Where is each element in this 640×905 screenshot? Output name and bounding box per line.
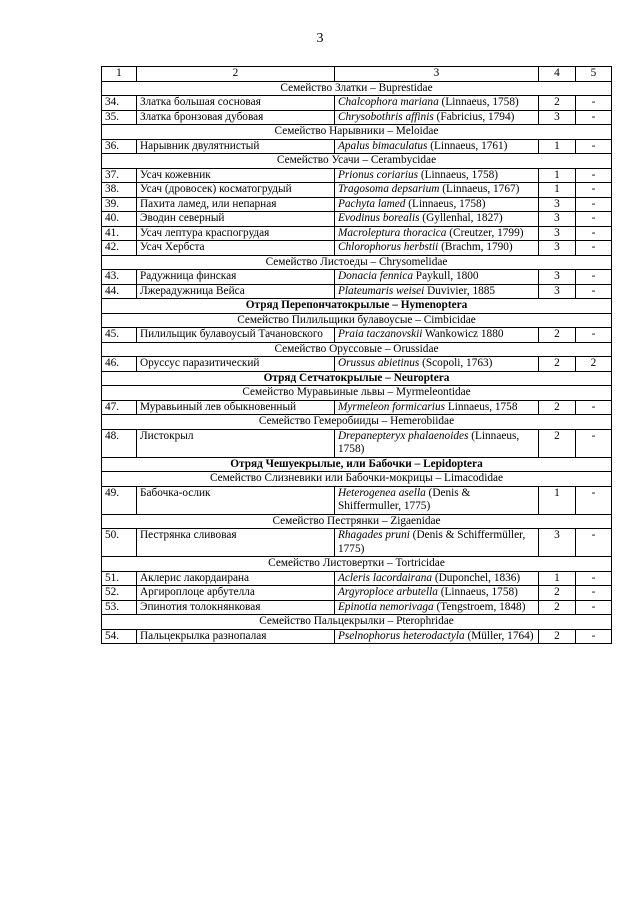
family-row xyxy=(102,154,612,169)
row-number: 39. xyxy=(102,197,137,212)
column-5-value: 2 xyxy=(576,357,612,372)
order-heading: Отряд Сетчатокрылые – Neuroptera xyxy=(102,371,612,386)
row-number: 37. xyxy=(102,168,137,183)
family-heading: Семейство Листоеды – Chrysomelidae xyxy=(102,255,612,270)
column-header: 4 xyxy=(539,67,576,82)
scientific-name: Acleris lacordairana xyxy=(338,571,433,584)
taxon-author: Paykull, 1800 xyxy=(412,270,479,282)
scientific-name: Pachyta lamed xyxy=(338,197,406,210)
status-category: 1 xyxy=(539,168,576,183)
taxon-author: (Brachm, 1790) xyxy=(438,241,513,253)
family-row xyxy=(102,514,612,529)
status-category: 3 xyxy=(539,284,576,299)
row-number: 35. xyxy=(102,110,137,125)
common-name: Эводин северный xyxy=(137,212,335,227)
common-name: Оруссус паразитический xyxy=(137,357,335,372)
row-number: 41. xyxy=(102,226,137,241)
family-heading: Семейство Нарывники – Meloidae xyxy=(102,125,612,140)
status-category: 1 xyxy=(539,486,576,514)
column-5-value: - xyxy=(576,629,612,644)
column-5-value: - xyxy=(576,400,612,415)
order-row xyxy=(102,299,612,314)
scientific-name: Rhagades pruni xyxy=(338,529,410,541)
scientific-name-cell xyxy=(335,168,539,183)
common-name: Листокрыл xyxy=(137,429,335,457)
family-row xyxy=(102,557,612,572)
family-row xyxy=(102,125,612,140)
taxon-author: (Creutzer, 1799) xyxy=(446,226,524,239)
column-5-value: - xyxy=(576,139,612,154)
common-name: Радужница финская xyxy=(137,270,335,285)
status-category: 2 xyxy=(539,357,576,372)
common-name: Пахита ламед, или непарная xyxy=(137,197,335,212)
scientific-name-cell xyxy=(335,400,539,415)
taxon-author: (Tengstroem, 1848) xyxy=(433,600,526,613)
common-name: Муравьиный лев обыкновенный xyxy=(137,400,335,415)
family-heading: Семейство Оруссовые – Orussidae xyxy=(102,342,612,357)
scientific-name: Tragosoma depsarium xyxy=(338,183,440,195)
scientific-name-cell xyxy=(335,328,539,343)
scientific-name: Macroleptura thoracica xyxy=(338,226,447,239)
row-number: 34. xyxy=(102,96,137,111)
column-5-value: - xyxy=(576,600,612,615)
family-row xyxy=(102,615,612,630)
table-row xyxy=(102,96,612,111)
family-heading: Семейство Слизневики или Бабочки-мокрицы – Limacodidae xyxy=(102,472,612,487)
table-row xyxy=(102,212,612,227)
row-number: 50. xyxy=(102,529,137,557)
scientific-name-cell xyxy=(335,284,539,299)
common-name: Аклерис лакордаирана xyxy=(137,571,335,586)
common-name: Лжерадужница Вейса xyxy=(137,284,335,299)
scientific-name: Orussus abietinus xyxy=(338,357,420,369)
table-row xyxy=(102,284,612,299)
row-number: 36. xyxy=(102,139,137,154)
table-row xyxy=(102,226,612,241)
column-header: 2 xyxy=(137,67,335,82)
common-name: Усач Хербста xyxy=(137,241,335,256)
table-row xyxy=(102,629,612,644)
column-5-value: - xyxy=(576,328,612,343)
table-row xyxy=(102,328,612,343)
scientific-name-cell xyxy=(335,586,539,601)
scientific-name-cell xyxy=(335,212,539,227)
taxon-author: Linnaeus, 1758 xyxy=(445,400,518,413)
row-number: 49. xyxy=(102,486,137,514)
family-heading: Семейство Муравьиные львы – Myrmeleontidae xyxy=(102,386,612,401)
order-row xyxy=(102,457,612,472)
row-number: 48. xyxy=(102,429,137,457)
row-number: 51. xyxy=(102,571,137,586)
scientific-name-cell xyxy=(335,600,539,615)
scientific-name: Evodinus borealis xyxy=(338,212,420,224)
common-name: Эпинотия толокнянковая xyxy=(137,600,335,615)
family-heading: Семейство Златки – Buprestidae xyxy=(102,81,612,96)
common-name: Нарывник двулятнистый xyxy=(137,139,335,154)
common-name: Пилильщик булавоусый Тачановского xyxy=(137,328,335,343)
scientific-name: Apalus bimaculatus xyxy=(338,139,428,152)
family-heading: Семейство Пилильщики булавоусые – Cimbicidae xyxy=(102,313,612,328)
taxon-author: (Fabricius, 1794) xyxy=(433,110,515,123)
scientific-name: Heterogenea asella xyxy=(338,486,426,499)
status-category: 1 xyxy=(539,183,576,198)
status-category: 2 xyxy=(539,600,576,615)
scientific-name: Prionus coriarius xyxy=(338,168,419,181)
table-row xyxy=(102,241,612,256)
column-5-value: - xyxy=(576,183,612,198)
row-number: 40. xyxy=(102,212,137,227)
table-row xyxy=(102,571,612,586)
table-row xyxy=(102,139,612,154)
table-row xyxy=(102,586,612,601)
scientific-name: Praia taczanovskii xyxy=(338,328,423,340)
common-name: Усач лептура краспогрудая xyxy=(137,226,335,241)
taxon-author: (Gyllenhal, 1827) xyxy=(419,212,503,224)
species-table xyxy=(101,66,612,644)
row-number: 46. xyxy=(102,357,137,372)
scientific-name: Drepanepteryx phalaenoides xyxy=(338,429,469,442)
family-row xyxy=(102,472,612,487)
status-category: 2 xyxy=(539,400,576,415)
family-heading: Семейство Пестрянки – Zigaenidae xyxy=(102,514,612,529)
scientific-name-cell xyxy=(335,96,539,111)
column-5-value: - xyxy=(576,241,612,256)
taxon-author: (Linnaeus, 1767) xyxy=(439,183,520,195)
row-number: 52. xyxy=(102,586,137,601)
column-5-value: - xyxy=(576,226,612,241)
status-category: 2 xyxy=(539,586,576,601)
family-row xyxy=(102,255,612,270)
row-number: 42. xyxy=(102,241,137,256)
taxon-author: (Duponchel, 1836) xyxy=(432,571,521,584)
family-heading: Семейство Пальцекрылки – Pterophridae xyxy=(102,615,612,630)
scientific-name: Chlorophorus herbstii xyxy=(338,241,439,253)
row-number: 43. xyxy=(102,270,137,285)
taxon-author: (Scopoli, 1763) xyxy=(419,357,493,369)
common-name: Бабочка-ослик xyxy=(137,486,335,514)
column-5-value: - xyxy=(576,429,612,457)
scientific-name-cell xyxy=(335,486,539,514)
status-category: 2 xyxy=(539,96,576,111)
page-number: 3 xyxy=(316,31,324,46)
scientific-name: Chalcophora mariana xyxy=(338,96,439,108)
column-5-value: - xyxy=(576,110,612,125)
status-category: 3 xyxy=(539,529,576,557)
table-row xyxy=(102,197,612,212)
column-5-value: - xyxy=(576,168,612,183)
taxon-author: (Linnaeus, 1758) xyxy=(437,586,518,598)
family-row xyxy=(102,386,612,401)
scientific-name: Donacia fennica xyxy=(338,270,413,282)
scientific-name-cell xyxy=(335,197,539,212)
column-header: 3 xyxy=(335,67,539,82)
table-row xyxy=(102,110,612,125)
order-heading: Отряд Чешуекрылые, или Бабочки – Lepidoptera xyxy=(102,457,612,472)
taxon-author: (Linnaeus, 1758) xyxy=(418,168,499,181)
column-5-value: - xyxy=(576,486,612,514)
column-5-value: - xyxy=(576,284,612,299)
order-row xyxy=(102,371,612,386)
common-name: Златка бронзовая дубовая xyxy=(137,110,335,125)
common-name: Пальцекрылка разнопалая xyxy=(137,629,335,644)
family-heading: Семейство Листовертки – Tortricidae xyxy=(102,557,612,572)
status-category: 3 xyxy=(539,212,576,227)
scientific-name: Epinotia nemorivaga xyxy=(338,600,434,613)
status-category: 3 xyxy=(539,241,576,256)
status-category: 1 xyxy=(539,571,576,586)
scientific-name-cell xyxy=(335,139,539,154)
scientific-name: Argyroploce arbutella xyxy=(338,586,438,598)
scientific-name: Plateumaris weisei xyxy=(338,284,425,297)
status-category: 3 xyxy=(539,226,576,241)
scientific-name-cell xyxy=(335,110,539,125)
column-5-value: - xyxy=(576,529,612,557)
scientific-name: Myrmeleon formicarius xyxy=(338,400,445,413)
status-category: 3 xyxy=(539,270,576,285)
column-5-value: - xyxy=(576,212,612,227)
scientific-name-cell xyxy=(335,357,539,372)
scientific-name: Pselnophorus heterodactyla xyxy=(338,629,465,642)
table-row xyxy=(102,529,612,557)
common-name: Златка большая сосновая xyxy=(137,96,335,111)
common-name: Усач кожевник xyxy=(137,168,335,183)
taxon-author: (Linnaeus, 1761) xyxy=(427,139,508,152)
column-5-value: - xyxy=(576,197,612,212)
column-5-value: - xyxy=(576,571,612,586)
taxon-author: Wankowicz 1880 xyxy=(422,328,504,340)
family-row xyxy=(102,415,612,430)
row-number: 44. xyxy=(102,284,137,299)
row-number: 47. xyxy=(102,400,137,415)
order-heading: Отряд Перепончатокрылые – Hymenoptera xyxy=(102,299,612,314)
status-category: 2 xyxy=(539,429,576,457)
header-row xyxy=(102,67,612,82)
row-number: 45. xyxy=(102,328,137,343)
common-name: Аргироплоце арбутелла xyxy=(137,586,335,601)
taxon-author: Duvivier, 1885 xyxy=(424,284,496,297)
status-category: 2 xyxy=(539,328,576,343)
status-category: 1 xyxy=(539,139,576,154)
family-row xyxy=(102,342,612,357)
row-number: 38. xyxy=(102,183,137,198)
scientific-name-cell xyxy=(335,241,539,256)
taxon-author: (Linnaeus, 1758) xyxy=(405,197,486,210)
table-row xyxy=(102,168,612,183)
table-row xyxy=(102,357,612,372)
table-row xyxy=(102,400,612,415)
status-category: 3 xyxy=(539,110,576,125)
column-5-value: - xyxy=(576,270,612,285)
taxon-author: (Linnaeus, 1758) xyxy=(438,96,519,108)
scientific-name-cell xyxy=(335,183,539,198)
table-row xyxy=(102,486,612,514)
scientific-name: Chrysobothris affinis xyxy=(338,110,434,123)
common-name: Пестрянка сливовая xyxy=(137,529,335,557)
scientific-name-cell xyxy=(335,629,539,644)
family-heading: Семейство Усачи – Cerambycidae xyxy=(102,154,612,169)
table-row xyxy=(102,183,612,198)
table-row xyxy=(102,429,612,457)
status-category: 2 xyxy=(539,629,576,644)
taxon-author: (Müller, 1764) xyxy=(464,629,534,642)
family-row xyxy=(102,313,612,328)
scientific-name-cell xyxy=(335,571,539,586)
family-heading: Семейство Гемеробииды – Hemerobiidae xyxy=(102,415,612,430)
row-number: 53. xyxy=(102,600,137,615)
column-5-value: - xyxy=(576,586,612,601)
status-category: 3 xyxy=(539,197,576,212)
column-header: 1 xyxy=(102,67,137,82)
scientific-name-cell xyxy=(335,429,539,457)
scientific-name-cell xyxy=(335,226,539,241)
scientific-name-cell xyxy=(335,529,539,557)
table-row xyxy=(102,270,612,285)
column-header: 5 xyxy=(576,67,612,82)
family-row xyxy=(102,81,612,96)
scientific-name-cell xyxy=(335,270,539,285)
row-number: 54. xyxy=(102,629,137,644)
column-5-value: - xyxy=(576,96,612,111)
taxon-author: (Denis & Shiffermuller, 1775) xyxy=(338,486,471,512)
taxon-author: (Denis & Schiffermüller, 1775) xyxy=(338,529,526,555)
table-row xyxy=(102,600,612,615)
taxon-author: (Linnaeus, 1758) xyxy=(338,429,520,455)
common-name: Усач (дровосек) косматогрудый xyxy=(137,183,335,198)
